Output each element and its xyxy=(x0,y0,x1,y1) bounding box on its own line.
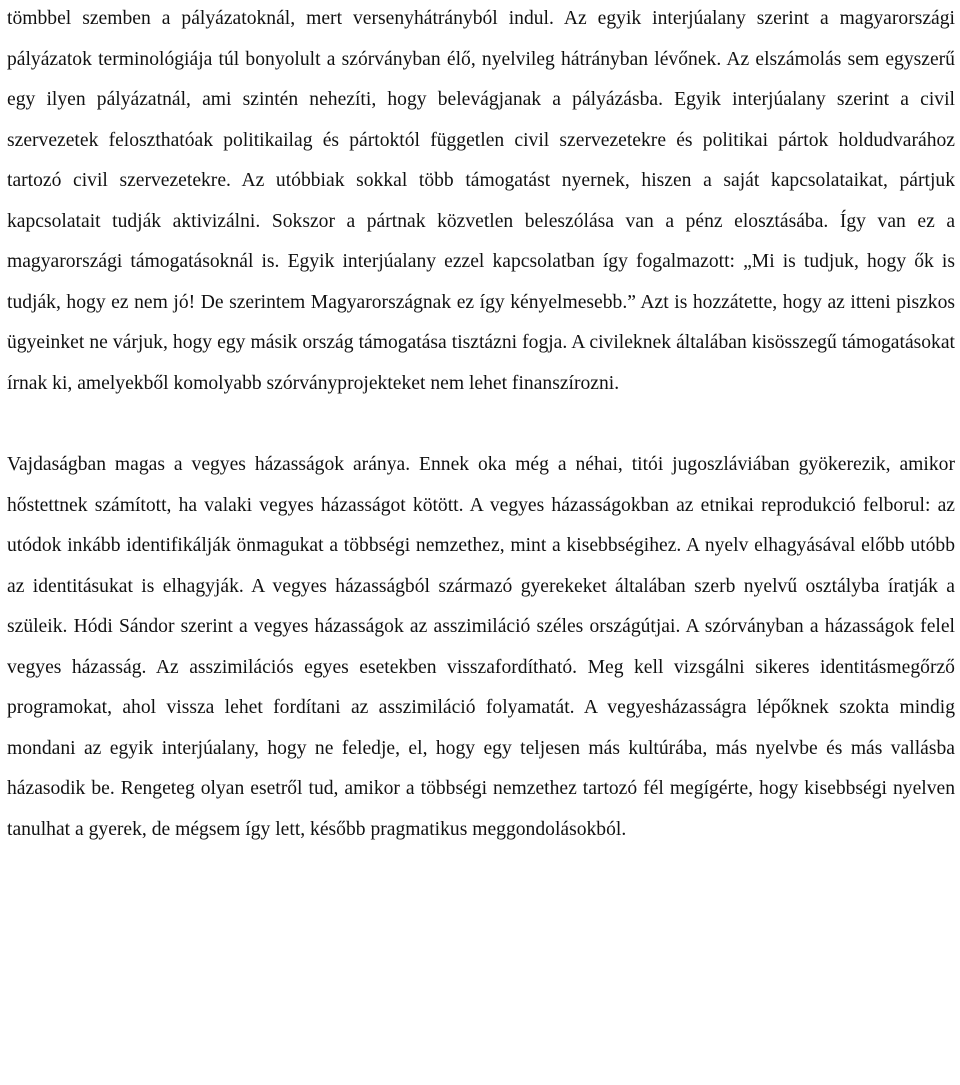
sentence: Az elszámolás sem egyszerű egy ilyen pályázatnál, ami szintén nehezíti, hogy belevágjanak a pályázásba. xyxy=(7,48,955,110)
document-page xyxy=(7,0,955,850)
sentence: Meg kell vizsgálni sikeres identitásmegőrző programokat, ahol vissza lehet fordítani az asszimiláció folyamatát. xyxy=(7,656,955,718)
sentence: Ennek oka még a néhai, titói jugoszláviában gyökerezik, amikor hőstettnek számított, ha valaki vegyes házasságot kötött. xyxy=(7,454,955,516)
sentence: Az egyik interjúalany szerint a magyarországi pályázatok terminológiája túl bonyolult a szórványban élő, nyelvileg hátrányban lévőnek. xyxy=(7,8,955,70)
sentence: Hódi Sándor szerint a vegyes házasságok az asszimiláció széles országútjai. xyxy=(73,616,681,637)
sentence: Az asszimilációs egyes esetekben visszafordítható. xyxy=(155,656,578,678)
sentence: A szórványban a házasságok felel vegyes házasság. xyxy=(7,616,955,678)
sentence: A nyelv elhagyásával előbb utóbb az identitásukat is elhagyják. xyxy=(7,535,955,597)
sentence: Így van ez a magyarországi támogatásoknál is. xyxy=(7,210,956,272)
sentence: Egyik interjúalany ezzel kapcsolatban így fogalmazott: „Mi is tudjuk, hogy ők is tudják, hogy ez nem jó! De szerintem Magyarországnak ez így kényelmesebb.” xyxy=(7,251,955,313)
body-paragraph xyxy=(7,0,955,404)
sentence: Rengeteg olyan esetről tud, amikor a többségi nemzethez tartozó fél megígérte, hogy kisebbségi nyelven tanulhat a gyerek, de mégsem így lett, később pragmatikus meggondolásokból. xyxy=(7,778,956,840)
sentence: A civileknek általában kisösszegű támogatásokat írnak ki, amelyekből komolyabb szórványprojekteket nem lehet finanszírozni. xyxy=(7,332,955,394)
sentence: A vegyesházasságra lépőknek szokta mindig mondani az egyik interjúalany, hogy ne feledje, el, hogy egy teljesen más kultúrába, más nyelvbe és más vallásba házasodik be. xyxy=(7,697,955,799)
sentence: Az utóbbiak sokkal több támogatást nyernek, hiszen a saját kapcsolataikat, pártjuk kapcsolatait tudják aktivizálni. xyxy=(7,170,955,232)
sentence: Azt is hozzátette, hogy az itteni piszkos ügyeinket ne várjuk, hogy egy másik ország támogatása tisztázni fogja. xyxy=(7,291,955,353)
body-paragraph xyxy=(7,445,955,850)
sentence: Sokszor a pártnak közvetlen beleszólása van a pénz elosztásába. xyxy=(271,210,829,232)
sentence: A vegyes házasságból származó gyerekeket általában szerb nyelvű osztályba íratják a szüleik. xyxy=(7,575,955,637)
sentence: Egyik interjúalany szerint a civil szervezetek feloszthatóak politikailag és pártoktól független civil szervezetekre és politikai pártok holdudvarához tartozó civil szervezetekre. xyxy=(7,89,955,191)
sentence: tömbbel szemben a pályázatoknál, mert versenyhátrányból indul. xyxy=(7,8,554,29)
sentence: A vegyes házasságokban az etnikai reprodukció felborul: az utódok inkább identifikálják önmagukat a többségi nemzethez, mint a kisebbségihez. xyxy=(7,494,955,556)
sentence: Vajdaságban magas a vegyes házasságok aránya. xyxy=(7,454,411,475)
